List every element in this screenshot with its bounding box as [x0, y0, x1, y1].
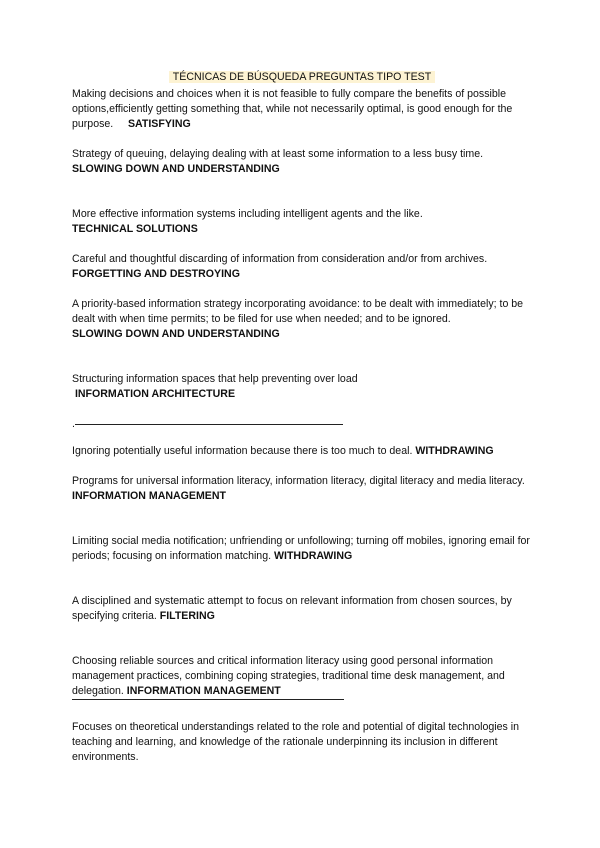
answer-label: FILTERING [159, 610, 215, 622]
question-item: Structuring information spaces that help preventing over load INFORMATION ARCHITECTURE [72, 373, 358, 400]
answer-label: FORGETTING AND DESTROYING [72, 268, 240, 280]
question-item: A disciplined and systematic attempt to focus on relevant information from chosen sources, by specifying criteria. FILTERING [72, 595, 512, 622]
answer-label: TECHNICAL SOLUTIONS [72, 223, 198, 235]
question-item: Choosing reliable sources and critical information literacy using good personal information management practices, combining coping strategies, traditional time desk management, and delegation. INFORMATION MANAGEMENT [72, 655, 505, 697]
separator-line: . [72, 414, 532, 429]
question-item: Ignoring potentially useful information because there is too much to deal. WITHDRAWING [72, 445, 494, 457]
question-item: Limiting social media notification; unfriending or unfollowing; turning off mobiles, ignoring email for periods; focusing on information matching. WITHDRAWING [72, 535, 530, 562]
question-item: A priority-based information strategy incorporating avoidance: to be dealt with immediately; to be dealt with when time permits; to be filed for use when needed; and to be ignored. SLOWING DOWN AND UNDERSTANDING [72, 298, 524, 340]
question-item: Making decisions and choices when it is not feasible to fully compare the benefits of possible options,efficiently getting something that, while not necessarily optimal, is good enough for the purpose. SATISFYING [72, 88, 513, 130]
horizontal-rule [72, 699, 532, 708]
answer-label: INFORMATION MANAGEMENT [72, 490, 226, 502]
question-item: Careful and thoughtful discarding of information from consideration and/or from archives. FORGETTING AND DESTROYING [72, 253, 488, 280]
answer-label: WITHDRAWING [415, 445, 494, 457]
answer-label: SLOWING DOWN AND UNDERSTANDING [72, 163, 280, 175]
question-item: Focuses on theoretical understandings related to the role and potential of digital technologies in teaching and learning, and knowledge of the rationale underpinning its inclusion in different environments. [72, 721, 519, 763]
question-item: More effective information systems including intelligent agents and the like. TECHNICAL SOLUTIONS [72, 208, 423, 235]
document-page [72, 70, 532, 765]
answer-label: SLOWING DOWN AND UNDERSTANDING [72, 328, 280, 340]
question-item: Programs for universal information literacy, information literacy, digital literacy and media literacy. INFORMATION MANAGEMENT [72, 475, 525, 502]
answer-label: INFORMATION MANAGEMENT [126, 685, 281, 697]
document-title: TÉCNICAS DE BÚSQUEDA PREGUNTAS TIPO TEST [72, 70, 532, 85]
answer-label: SATISFYING [127, 118, 191, 130]
horizontal-rule [75, 424, 343, 425]
question-item: Strategy of queuing, delaying dealing with at least some information to a less busy time. SLOWING DOWN AND UNDERSTANDING [72, 148, 484, 175]
answer-label: INFORMATION ARCHITECTURE [74, 388, 236, 400]
answer-label: WITHDRAWING [274, 550, 353, 562]
